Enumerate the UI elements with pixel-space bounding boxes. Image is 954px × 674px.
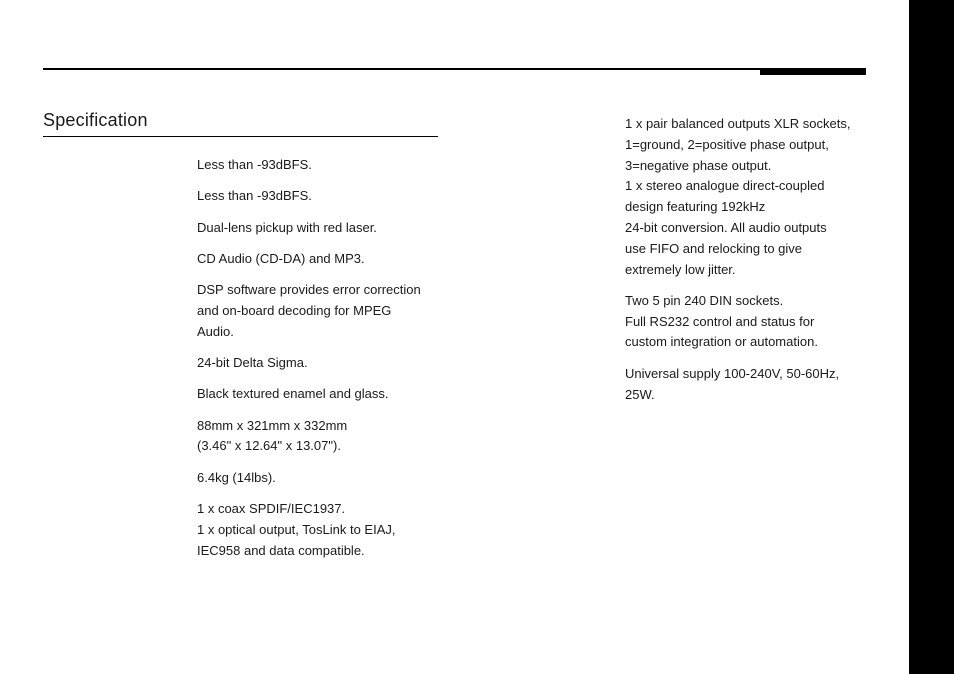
spec-value: DSP software provides error correction and on-board decoding for MPEG Audio. (197, 282, 421, 339)
spec-value: 1 x coax SPDIF/IEC1937. 1 x optical output, TosLink to EIAJ, IEC958 and data compatible. (197, 501, 396, 558)
section-title-rule (43, 136, 438, 137)
section-title: Specification (43, 110, 148, 130)
spec-value: 24-bit Delta Sigma. (197, 355, 308, 371)
page-edge-bar (909, 0, 954, 674)
spec-values-left (197, 155, 442, 572)
spec-value: Two 5 pin 240 DIN sockets. Full RS232 control and status for custom integration or automation. (625, 292, 818, 350)
spec-values-right (625, 114, 870, 416)
header-rule (43, 68, 866, 70)
spec-value: Black textured enamel and glass. (197, 386, 389, 402)
spec-value: 1 x pair balanced outputs XLR sockets, 1=ground, 2=positive phase output, 3=negative phase output. 1 x stereo analogue direct-coupled design featuring 192kHz 24-bit conversion. All audio outputs use FIFO and relocking to give extremely low jitter. (625, 116, 851, 277)
spec-value: Less than -93dBFS. (197, 157, 312, 172)
spec-value: 88mm x 321mm x 332mm (3.46" x 12.64" x 13.07"). (197, 417, 348, 454)
spec-value: 6.4kg (14lbs). (197, 469, 276, 485)
spec-value: Dual-lens pickup with red laser. (197, 219, 377, 235)
spec-value: Universal supply 100-240V, 50-60Hz, 25W. (625, 365, 840, 402)
spec-value: CD Audio (CD-DA) and MP3. (197, 250, 365, 266)
spec-value: Less than -93dBFS. (197, 188, 312, 204)
header-rule-tab (760, 68, 866, 75)
